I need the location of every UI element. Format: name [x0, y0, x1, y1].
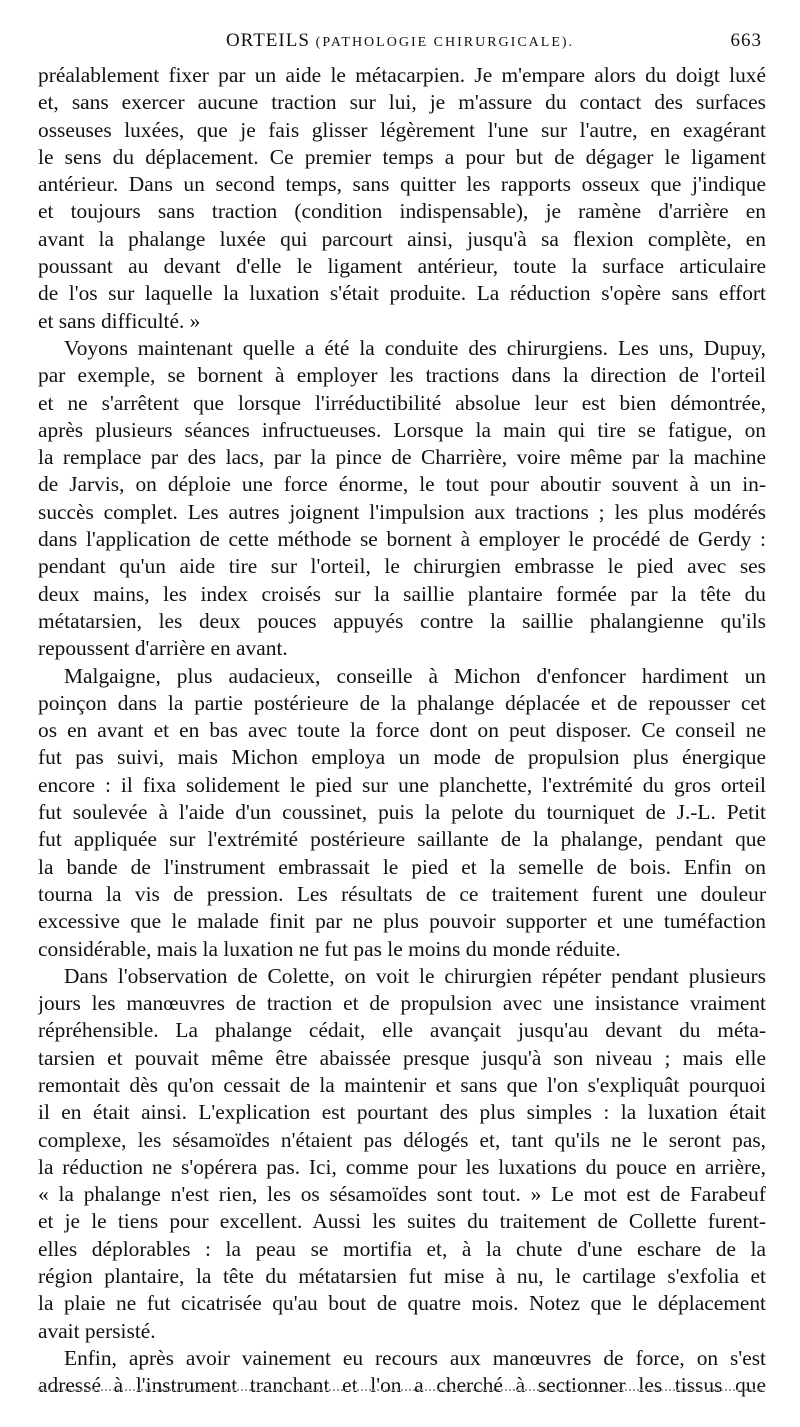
- text-line: et, sans exercer aucune traction sur lui, je m'assure du contact des surfaces: [38, 90, 766, 115]
- text-line: la plaie ne fut cicatrisée qu'au bout de quatre mois. Notez que le déplacement: [38, 1291, 766, 1316]
- text-line: et je le tiens pour excellent. Aussi les suites du traitement de Collette furent-: [38, 1209, 766, 1234]
- text-line: deux mains, les index croisés sur la saillie plantaire formée par la tête du: [38, 581, 766, 606]
- text-line: osseuses luxées, que je fais glisser légèrement l'une sur l'autre, en exagérant: [38, 117, 766, 142]
- running-head: [38, 30, 762, 54]
- text-line: fut soulevée à l'aide d'un coussinet, puis la pelote du tourniquet de J.-L. Petit: [38, 800, 766, 825]
- text-line: Malgaigne, plus audacieux, conseille à Michon d'enfoncer hardiment un: [64, 663, 766, 688]
- text-line: remontait dès qu'on cessait de la maintenir et sans que l'on s'expliquât pourquoi: [38, 1072, 766, 1097]
- text-line: excessive que le malade finit par ne plus pouvoir supporter et une tuméfaction: [38, 909, 766, 934]
- running-head-title-sub: (PATHOLOGIE CHIRURGICALE).: [315, 35, 575, 50]
- text-line: jours les manœuvres de traction et de propulsion avec une insistance vraiment: [38, 991, 766, 1016]
- text-line: et ne s'arrêtent que lorsque l'irréductibilité absolue leur est bien démontrée,: [38, 390, 766, 415]
- text-line: elles déplorables : la peau se mortifia et, à la chute d'une eschare de la: [38, 1236, 766, 1261]
- text-line: la bande de l'instrument embrassait le pied et la semelle de bois. Enfin on: [38, 854, 766, 879]
- text-line: métatarsien, les deux pouces appuyés contre la saillie phalangienne qu'ils: [38, 608, 766, 633]
- text-line: la remplace par des lacs, par la pince de Charrière, voire même par la machine: [38, 445, 766, 470]
- text-line: il en était ainsi. L'explication est pourtant des plus simples : la luxation était: [38, 1100, 766, 1125]
- text-line: région plantaire, la tête du métatarsien fut mise à nu, le cartilage s'exfolia et: [38, 1264, 766, 1289]
- text-line: considérable, mais la luxation ne fut pas le moins du monde réduite.: [38, 936, 621, 961]
- text-line: adressé à l'instrument tranchant et l'on a cherché à sectionner les tissus que: [38, 1373, 766, 1398]
- text-line: préalablement fixer par un aide le métacarpien. Je m'empare alors du doigt luxé: [38, 63, 766, 87]
- text-line: poussant au devant d'elle le ligament antérieur, toute la surface articulaire: [38, 254, 766, 279]
- text-line: dans l'application de cette méthode se bornent à employer le procédé de Gerdy :: [38, 527, 766, 552]
- text-line: le sens du déplacement. Ce premier temps a pour but de dégager le ligament: [38, 144, 766, 169]
- text-line: tourna la vis de pression. Les résultats de ce traitement furent une douleur: [38, 881, 766, 906]
- text-line: complexe, les sésamoïdes n'étaient pas délogés et, tant qu'ils ne le seront pas,: [38, 1127, 766, 1152]
- text-line: après plusieurs séances infructueuses. Lorsque la main qui tire se fatigue, on: [38, 417, 766, 442]
- text-line: encore : il fixa solidement le pied sur une planchette, l'extrémité du gros orteil: [38, 772, 766, 797]
- text-line: répréhensible. La phalange cédait, elle avançait jusqu'au devant du méta-: [38, 1018, 766, 1043]
- text-line: poinçon dans la partie postérieure de la phalange déplacée et de repousser cet: [38, 690, 766, 715]
- text-line: repoussent d'arrière en avant.: [38, 636, 288, 661]
- body-text: [38, 62, 766, 1400]
- text-line: fut pas suivi, mais Michon employa un mode de propulsion plus énergique: [38, 745, 766, 770]
- text-line: avant la phalange luxée qui parcourt ainsi, jusqu'à sa flexion complète, en: [38, 226, 766, 251]
- footer-dotted-rule: [38, 1389, 762, 1391]
- text-line: et toujours sans traction (condition indispensable), je ramène d'arrière en: [38, 199, 766, 224]
- running-head-title-main: ORTEILS: [225, 30, 310, 51]
- text-line: la réduction ne s'opérera pas. Ici, comme pour les luxations du pouce en arrière,: [38, 1154, 766, 1179]
- text-line: pendant qu'un aide tire sur l'orteil, le chirurgien embrasse le pied avec ses: [38, 554, 766, 579]
- text-line: antérieur. Dans un second temps, sans quitter les rapports osseux que j'indique: [38, 172, 766, 197]
- text-line: de l'os sur laquelle la luxation s'était produite. La réduction s'opère sans effort: [38, 281, 766, 306]
- text-line: Enfin, après avoir vainement eu recours aux manœuvres de force, on s'est: [64, 1345, 766, 1370]
- text-line: par exemple, se bornent à employer les tractions dans la direction de l'orteil: [38, 363, 766, 388]
- text-line: succès complet. Les autres joignent l'impulsion aux tractions ; les plus modérés: [38, 499, 766, 524]
- text-line: Voyons maintenant quelle a été la conduite des chirurgiens. Les uns, Dupuy,: [64, 335, 766, 360]
- text-line: tarsien et pouvait même être abaissée presque jusqu'à son niveau ; mais elle: [38, 1045, 766, 1070]
- text-line: « la phalange n'est rien, les os sésamoïdes sont tout. » Le mot est de Farabeuf: [38, 1182, 766, 1207]
- text-line: os en avant et en bas avec toute la force dont on peut disposer. Ce conseil ne: [38, 718, 766, 743]
- text-line: de Jarvis, on déploie une force énorme, le tout pour aboutir souvent à un in-: [38, 472, 766, 497]
- text-line: avait persisté.: [38, 1318, 156, 1343]
- running-head-title: [38, 30, 762, 52]
- text-line: Dans l'observation de Colette, on voit le chirurgien répéter pendant plusieurs: [64, 963, 766, 988]
- page-number: 663: [730, 30, 762, 51]
- text-line: et sans difficulté. »: [38, 308, 201, 333]
- text-line: fut appliquée sur l'extrémité postérieure saillante de la phalange, pendant que: [38, 827, 766, 852]
